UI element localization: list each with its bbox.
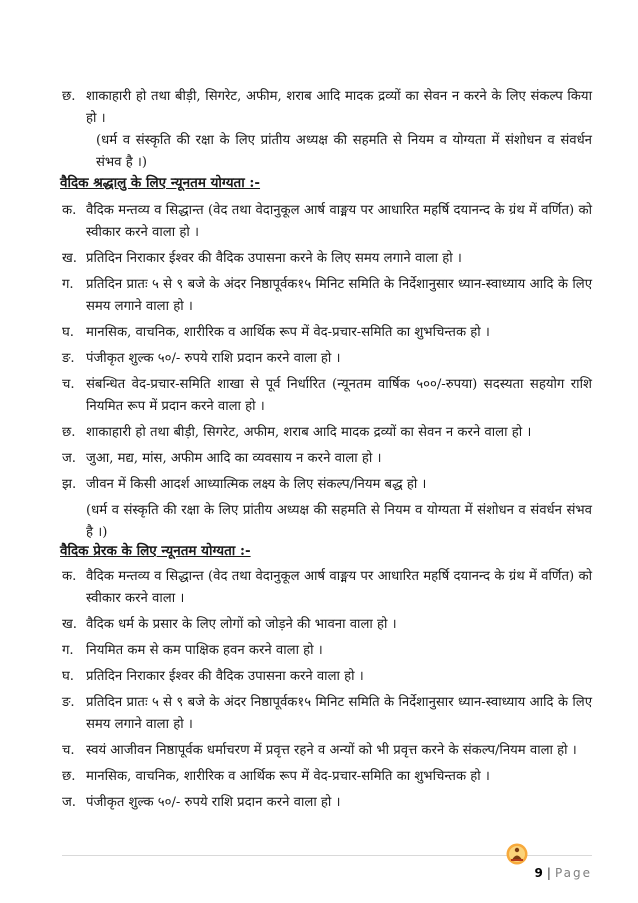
list-item (62, 614, 592, 636)
list-item (62, 274, 592, 318)
list-item (62, 740, 592, 762)
section-prerak (62, 540, 592, 562)
list-item (62, 566, 592, 610)
item-marker: छ. (62, 425, 76, 440)
item-text: नियमित कम से कम पाक्षिक हवन करने वाला हो । (86, 643, 323, 658)
item-text: पंजीकृत शुल्क ५०/- रुपये राशि प्रदान करने वाला हो । (86, 351, 341, 366)
top-block (62, 86, 592, 174)
item-text: प्रतिदिन प्रातः ५ से ९ बजे के अंदर निष्ठापूर्वक१५ मिनिट समिति के निर्देशानुसार ध्यान-स्वाध्याय आदि के लिए समय लगाने वाला हो । (86, 277, 592, 314)
item-text: शाकाहारी हो तथा बीड़ी, सिगरेट, अफीम, शराब आदि मादक द्रव्यों का सेवन न करने वाला हो । (86, 425, 532, 440)
item-text: संबन्धित वेद-प्रचार-समिति शाखा से पूर्व निर्धारित (न्यूनतम वार्षिक ५००/-रुपया) सदस्यता सहयोग राशि नियमित रूप में प्रदान करने वाला हो । (86, 377, 592, 414)
item-marker: च. (62, 377, 75, 392)
note-content: (धर्म व संस्कृति की रक्षा के लिए प्रांतीय अध्यक्ष की सहमति से नियम व योग्यता में संशोधन व संवर्धन संभव है ।) (96, 133, 592, 170)
page-number-value: 9 (534, 866, 543, 880)
item-text: वैदिक मन्तव्य व सिद्धान्त (वेद तथा वेदानुकूल आर्ष वाङ्मय पर आधारित महर्षि दयानन्द के ग्रंथ में वर्णित) को स्वीकार करने वाला । (86, 569, 592, 606)
item-marker: छ. (62, 89, 76, 104)
item-marker: ज. (62, 795, 76, 810)
item-marker: ज. (62, 451, 76, 466)
item-marker: ङ. (62, 695, 75, 710)
list-item (62, 766, 592, 788)
page-number (535, 866, 592, 880)
note-text: (धर्म व संस्कृति की रक्षा के लिए प्रांतीय अध्यक्ष की सहमति से नियम व योग्यता में संशोधन व संवर्धन संभव है ।) (86, 503, 592, 540)
list (62, 200, 592, 496)
item-text: वैदिक धर्म के प्रसार के लिए लोगों को जोड़ने की भावना वाला हो । (86, 617, 397, 632)
item-text: शाकाहारी हो तथा बीड़ी, सिगरेट, अफीम, शराब आदि मादक द्रव्यों का सेवन न करने के लिए संकल्प किया हो । (86, 89, 592, 126)
item-text: स्वयं आजीवन निष्ठापूर्वक धर्माचरण में प्रवृत्त रहने व अन्यों को भी प्रवृत्त करने के संकल्प/नियम वाला हो । (86, 743, 577, 758)
list (62, 566, 592, 814)
list-item (62, 666, 592, 688)
list-item (62, 692, 592, 736)
list-item (62, 448, 592, 470)
list-item (62, 348, 592, 370)
page-word: Page (554, 866, 592, 880)
item-marker: च. (62, 743, 75, 758)
list-item (62, 640, 592, 662)
page-separator: | (546, 866, 551, 880)
item-text: मानसिक, वाचनिक, शारीरिक व आर्थिक रूप में वेद-प्रचार-समिति का शुभचिन्तक हो । (86, 769, 490, 784)
item-text: वैदिक मन्तव्य व सिद्धान्त (वेद तथा वेदानुकूल आर्ष वाङ्मय पर आधारित महर्षि दयानन्द के ग्रंथ में वर्णित) को स्वीकार करने वाला हो । (86, 203, 592, 240)
item-text: प्रतिदिन प्रातः ५ से ९ बजे के अंदर निष्ठापूर्वक१५ मिनिट समिति के निर्देशानुसार ध्यान-स्वाध्याय आदि के लिए समय लगाने वाला हो । (86, 695, 592, 732)
item-text: जुआ, मद्य, मांस, अफीम आदि का व्यवसाय न करने वाला हो । (86, 451, 382, 466)
item-marker: ख. (62, 251, 77, 266)
list-item (62, 792, 592, 814)
section-heading: वैदिक प्रेरक के लिए न्यूनतम योग्यता :- (60, 543, 251, 559)
list-item (62, 422, 592, 444)
section-prerak-list (62, 566, 592, 818)
item-marker: ग. (62, 277, 74, 292)
item-marker: ख. (62, 617, 77, 632)
item-marker: घ. (62, 325, 74, 340)
item-marker: छ. (62, 769, 76, 784)
list-item (62, 200, 592, 244)
list-item (62, 374, 592, 418)
item-text: जीवन में किसी आदर्श आध्यात्मिक लक्ष्य के लिए संकल्प/नियम बद्ध हो । (86, 477, 427, 492)
item-text: प्रतिदिन निराकार ईश्वर की वैदिक उपासना करने वाला हो । (86, 669, 364, 684)
meditating-figure-logo-icon (506, 843, 528, 865)
list-item (62, 248, 592, 270)
item-marker: झ. (62, 477, 77, 492)
list-item (62, 474, 592, 496)
item-marker: क. (62, 203, 77, 218)
list-item (62, 86, 592, 130)
item-text: पंजीकृत शुल्क ५०/- रुपये राशि प्रदान करने वाला हो । (86, 795, 341, 810)
section-shraddhalu-list (62, 200, 592, 544)
item-marker: ग. (62, 643, 74, 658)
item-text: प्रतिदिन निराकार ईश्वर की वैदिक उपासना करने के लिए समय लगाने वाला हो । (86, 251, 462, 266)
section-shraddhalu (62, 172, 592, 194)
item-text: मानसिक, वाचनिक, शारीरिक व आर्थिक रूप में वेद-प्रचार-समिति का शुभचिन्तक हो । (86, 325, 490, 340)
list-item (62, 322, 592, 344)
item-marker: घ. (62, 669, 74, 684)
section-heading: वैदिक श्रद्धालु के लिए न्यूनतम योग्यता :- (60, 175, 261, 191)
note-text (62, 130, 592, 174)
item-marker: ङ. (62, 351, 75, 366)
item-marker: क. (62, 569, 77, 584)
